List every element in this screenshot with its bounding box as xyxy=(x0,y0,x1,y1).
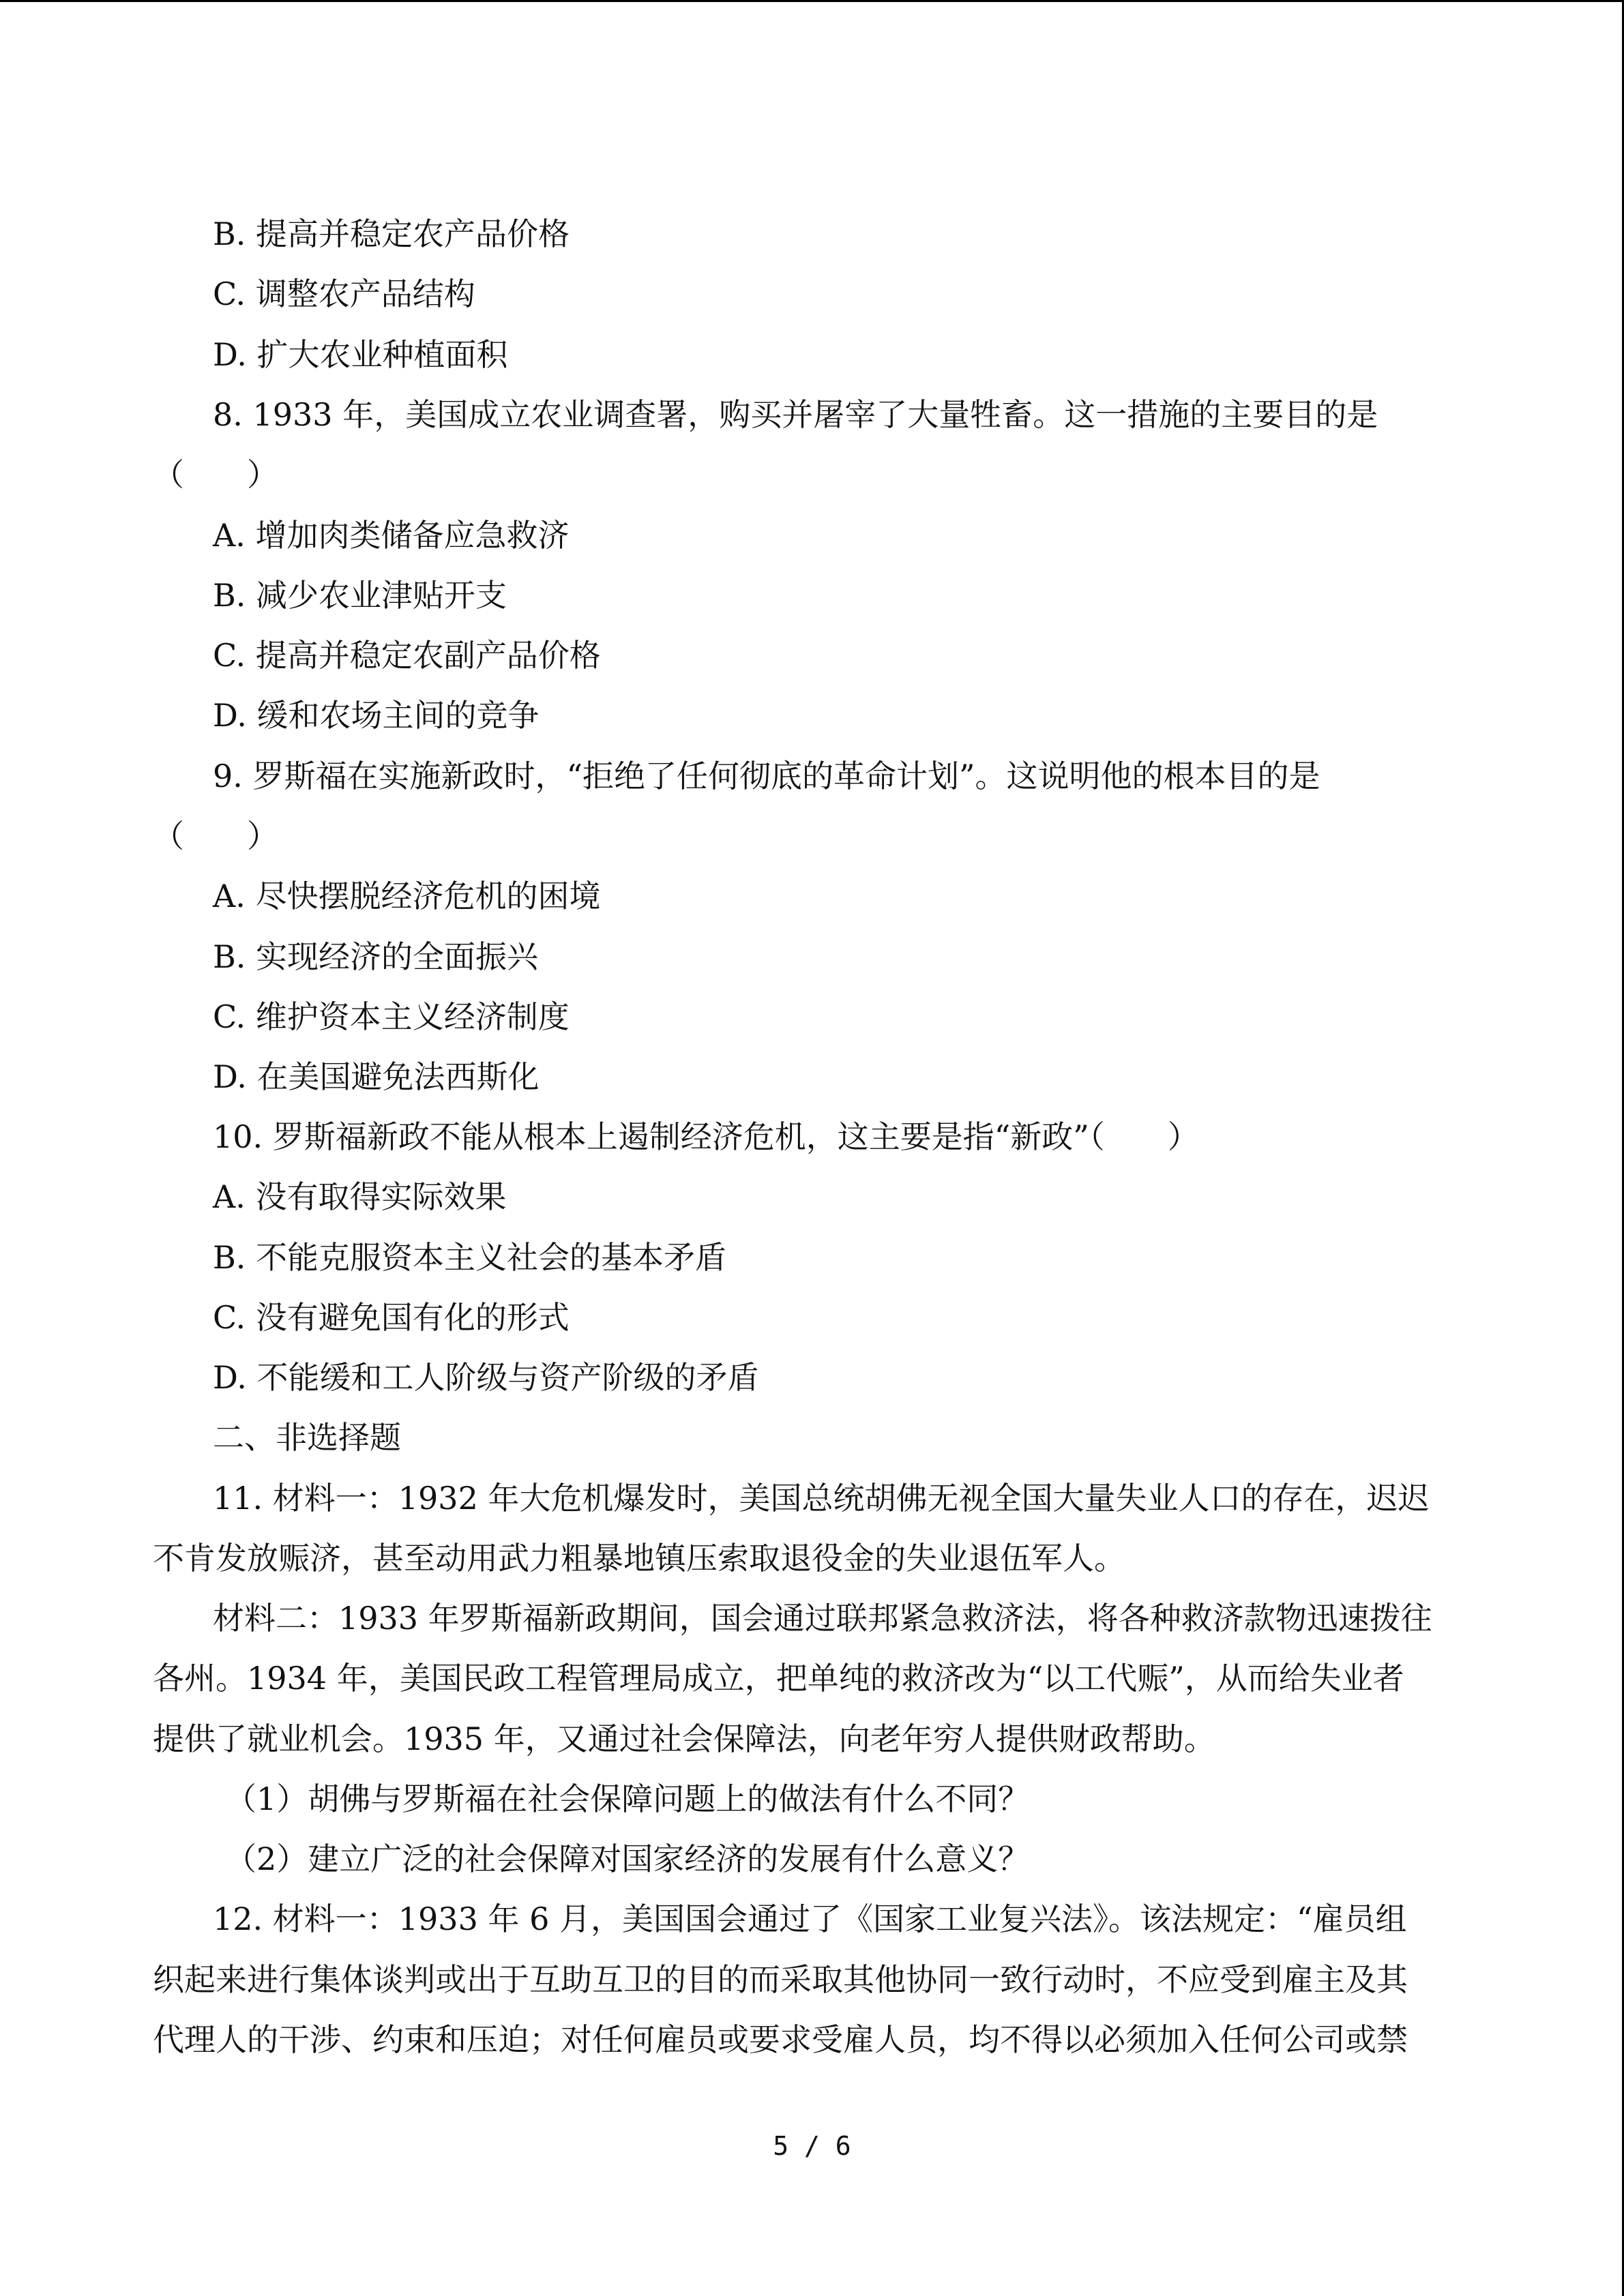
top-border-line xyxy=(0,0,1624,2)
question-11-sub-1: （1）胡佛与罗斯福在社会保障问题上的做法有什么不同？ xyxy=(225,1780,1030,1817)
option-10b: B. 不能克服资本主义社会的基本矛盾 xyxy=(213,1239,727,1276)
option-9d: D. 在美国避免法西斯化 xyxy=(213,1058,540,1095)
option-9c: C. 维护资本主义经济制度 xyxy=(213,998,570,1035)
question-12-material-1-cont-1: 织起来进行集体谈判或出于互助互卫的目的而采取其他协同一致行动时，不应受到雇主及其 xyxy=(153,1961,1408,1998)
option-10d: D. 不能缓和工人阶级与资产阶级的矛盾 xyxy=(213,1359,759,1396)
question-9-stem: 9. 罗斯福在实施新政时，“拒绝了任何彻底的革命计划”。这说明他的根本目的是 xyxy=(213,758,1320,794)
option-8c: C. 提高并稳定农副产品价格 xyxy=(213,637,601,674)
option-7c: C. 调整农产品结构 xyxy=(213,275,475,312)
question-11-material-2-cont-1: 各州。1934 年，美国民政工程管理局成立，把单纯的救济改为“以工代赈”，从而给失业者 xyxy=(153,1660,1404,1697)
option-10c: C. 没有避免国有化的形式 xyxy=(213,1299,570,1336)
question-12-material-1-cont-2: 代理人的干涉、约束和压迫；对任何雇员或要求受雇人员，均不得以必须加入任何公司或禁 xyxy=(153,2021,1408,2058)
option-8d: D. 缓和农场主间的竞争 xyxy=(213,697,540,734)
option-8b: B. 减少农业津贴开支 xyxy=(213,577,507,614)
question-12-material-1: 12. 材料一：1933 年 6 月，美国国会通过了《国家工业复兴法》。该法规定：“雇员组 xyxy=(213,1900,1407,1937)
option-10a: A. 没有取得实际效果 xyxy=(213,1178,507,1215)
section-heading-non-choice: 二、非选择题 xyxy=(213,1419,401,1456)
question-11-material-1: 11. 材料一：1932 年大危机爆发时，美国总统胡佛无视全国大量失业人口的存在，迟迟 xyxy=(213,1480,1430,1517)
question-8-answer-blank: （ ） xyxy=(153,456,278,493)
option-9b: B. 实现经济的全面振兴 xyxy=(213,938,539,975)
question-11-sub-2: （2）建立广泛的社会保障对国家经济的发展有什么意义？ xyxy=(225,1840,1030,1877)
question-11-material-2-cont-2: 提供了就业机会。1935 年，又通过社会保障法，向老年穷人提供财政帮助。 xyxy=(153,1720,1215,1757)
question-11-material-2: 材料二：1933 年罗斯福新政期间，国会通过联邦紧急救济法，将各种救济款物迅速拨往 xyxy=(213,1600,1432,1637)
question-9-answer-blank: （ ） xyxy=(153,818,278,854)
page-number: 5 / 6 xyxy=(773,2131,851,2161)
question-10-stem: 10. 罗斯福新政不能从根本上遏制经济危机，这主要是指“新政”（ ） xyxy=(213,1118,1199,1155)
question-8-stem: 8. 1933 年，美国成立农业调查署，购买并屠宰了大量牲畜。这一措施的主要目的是 xyxy=(213,396,1378,433)
option-7d: D. 扩大农业种植面积 xyxy=(213,336,508,373)
option-9a: A. 尽快摆脱经济危机的困境 xyxy=(213,878,601,914)
option-8a: A. 增加肉类储备应急救济 xyxy=(213,517,570,554)
question-11-material-1-cont: 不肯发放赈济，甚至动用武力粗暴地镇压索取退役金的失业退伍军人。 xyxy=(153,1540,1125,1577)
option-7b: B. 提高并稳定农产品价格 xyxy=(213,215,570,252)
